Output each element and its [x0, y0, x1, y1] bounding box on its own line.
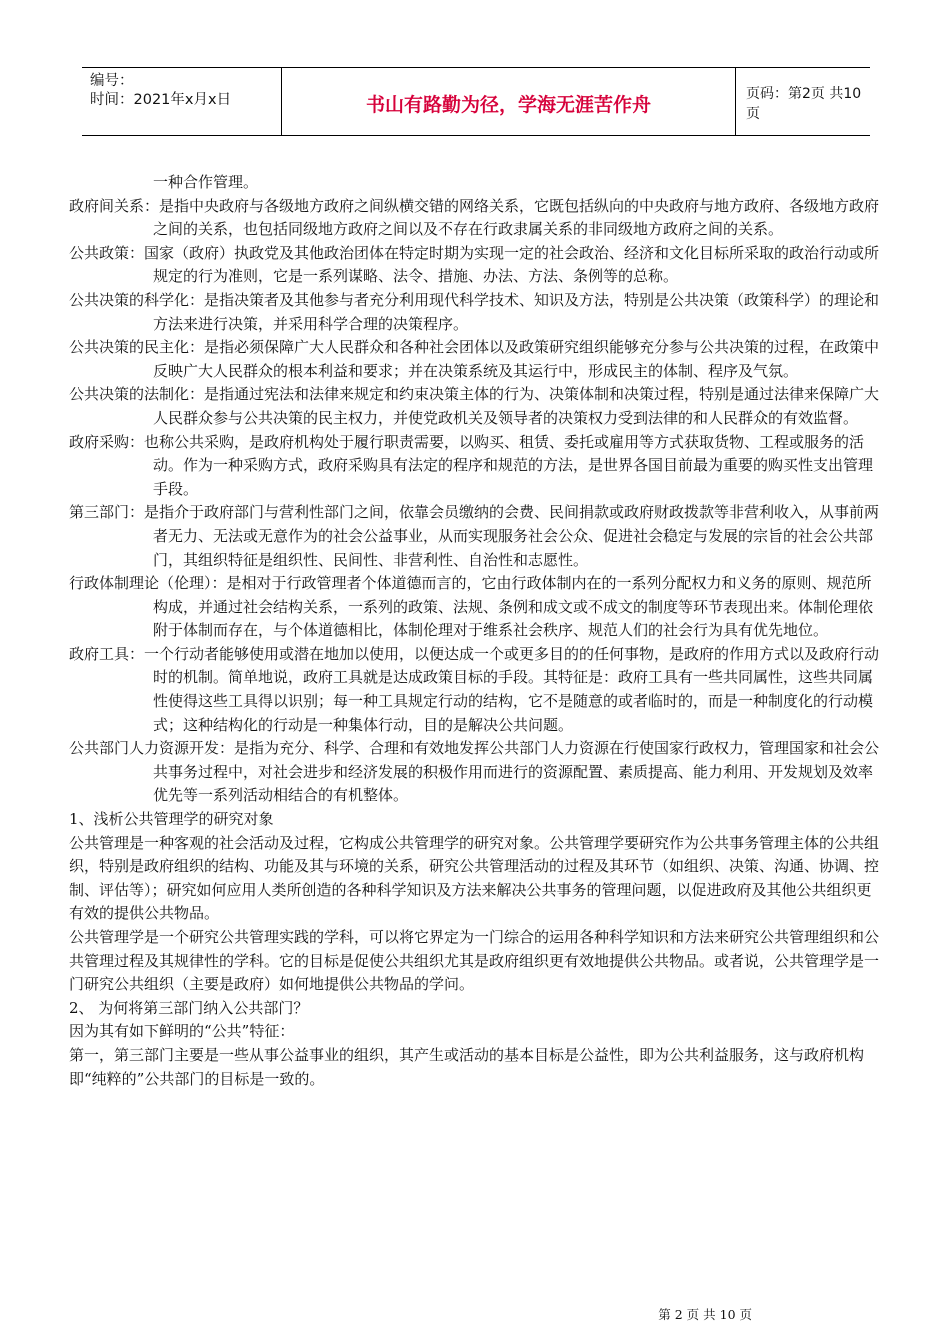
body-paragraph: 第一，第三部门主要是一些从事公益事业的组织，其产生或活动的基本目标是公益性，即为公共利益服务，这与政府机构即“纯粹的”公共部门的目标是一致的。	[69, 1045, 865, 1088]
page-footer: 第 2 页 共 10 页	[658, 1307, 752, 1322]
body-paragraph: 公共管理是一种客观的社会活动及过程，它构成公共管理学的研究对象。公共管理学要研究作为公共事务管理主体的公共组织，特别是政府组织的结构、功能及其与环境的关系，研究公共管理活动的过程及其环节（如组织、决策、沟通、协调、控制、评估等）；研究如何应用人类所创造的各种科学知识及方法来解决公共事务的管理问题，以促进政府及其他公共组织更有效的提供公共物品。	[69, 833, 880, 923]
body-paragraph: 1、浅析公共管理学的研究对象	[69, 810, 274, 829]
definition-entry: 公共决策的民主化：是指必须保障广大人民群众和各种社会团体以及政策研究组织能够充分参与公共决策的过程，在政策中反映广大人民群众的根本利益和要求；并在决策系统及其运行中，形成民主的体制、程序及气氛。	[69, 338, 880, 380]
page-header	[82, 67, 870, 136]
definition-entry: 政府采购：也称公共采购，是政府机构处于履行职责需要，以购买、租赁、委托或雇用等方式获取货物、工程或服务的活动。作为一种采购方式，政府采购具有法定的程序和规范的方法，是世界各国目前最为重要的购买性支出管理手段。	[69, 432, 874, 498]
definition-entry: 公共政策：国家（政府）执政党及其他政治团体在特定时期为实现一定的社会政治、经济和文化目标所采取的政治行动或所规定的行为准则，它是一系列谋略、法令、措施、办法、方法、条例等的总称。	[69, 243, 880, 286]
definition-entry: 政府间关系：是指中央政府与各级地方政府之间纵横交错的网络关系，它既包括纵向的中央政府与地方政府、各级地方政府之间的关系，也包括同级地方政府之间以及不存在行政隶属关系的非同级地方政府之间的关系。	[69, 196, 880, 239]
definition-entry: 政府工具：一个行动者能够使用或潜在地加以使用，以便达成一个或更多目的的任何事物，是政府的作用方式以及政府行动时的机制。简单地说，政府工具就是达成政策目标的手段。其特征是：政府工具有一些共同属性，这些共同属性使得这些工具得以识别；每一种工具规定行动的结构，它不是随意的或者临时的，而是一种制度化的行动模式；这种结构化的行动是一种集体行动，目的是解决公共问题。	[69, 644, 880, 734]
body-paragraph: 2、 为何将第三部门纳入公共部门？	[69, 998, 309, 1017]
definition-entry: 第三部门：是指介于政府部门与营利性部门之间，依靠会员缴纳的会费、民间捐款或政府财政拨款等非营利收入，从事前两者无力、无法或无意作为的社会公益事业，从而实现服务社会公众、促进社会稳定与发展的宗旨的社会公共部门，其组织特征是组织性、民间性、非营利性、自治性和志愿性。	[69, 503, 880, 569]
definition-entry: 行政体制理论（伦理）：是相对于行政管理者个体道德而言的，它由行政体制内在的一系列分配权力和义务的原则、规范所构成，并通过社会结构关系，一系列的政策、法规、条例和成文或不成文的制度等环节表现出来。体制伦理依附于体制而存在，与个体道德相比，体制伦理对于维系社会秩序、规范人们的社会行为具有优先地位。	[69, 574, 874, 640]
header-page-info: 页码：第2页 共10页	[746, 86, 862, 122]
document-body	[69, 171, 881, 1091]
definition-entry: 公共决策的科学化：是指决策者及其他参与者充分利用现代科学技术、知识及方法，特别是公共决策（政策科学）的理论和方法来进行决策，并采用科学合理的决策程序。	[69, 290, 880, 333]
definition-entry: 公共部门人力资源开发：是指为充分、科学、合理和有效地发挥公共部门人力资源在行使国家行政权力，管理国家和社会公共事务过程中，对社会进步和经济发展的积极作用而进行的资源配置、素质提高、能力利用、开发规划及效率优先等一系列活动相结合的有机整体。	[69, 739, 880, 805]
document-time: 时间：2021年x月x日	[90, 92, 232, 108]
definition-entry: 公共决策的法制化：是指通过宪法和法律来规定和约束决策主体的行为、决策体制和决策过程，特别是通过法律来保障广大人民群众参与公共决策的民主权力，并使党政机关及领导者的决策权力受到法律的和人民群众的有效监督。	[69, 385, 880, 427]
header-motto: 书山有路勤为径，学海无涯苦作舟	[282, 68, 736, 135]
body-paragraph: 因为其有如下鲜明的“公共”特征：	[69, 1022, 295, 1041]
definition-entry: 一种合作管理。	[153, 173, 259, 191]
body-paragraph: 公共管理学是一个研究公共管理实践的学科，可以将它界定为一门综合的运用各种科学知识和方法来研究公共管理组织和公共管理过程及其规律性的学科。它的目标是促使公共组织尤其是政府组织更有效地提供公共物品。或者说，公共管理学是一门研究公共组织（主要是政府）如何地提供公共物品的学问。	[69, 928, 880, 994]
document-number-label: 编号：	[90, 73, 134, 89]
header-meta	[82, 68, 282, 135]
